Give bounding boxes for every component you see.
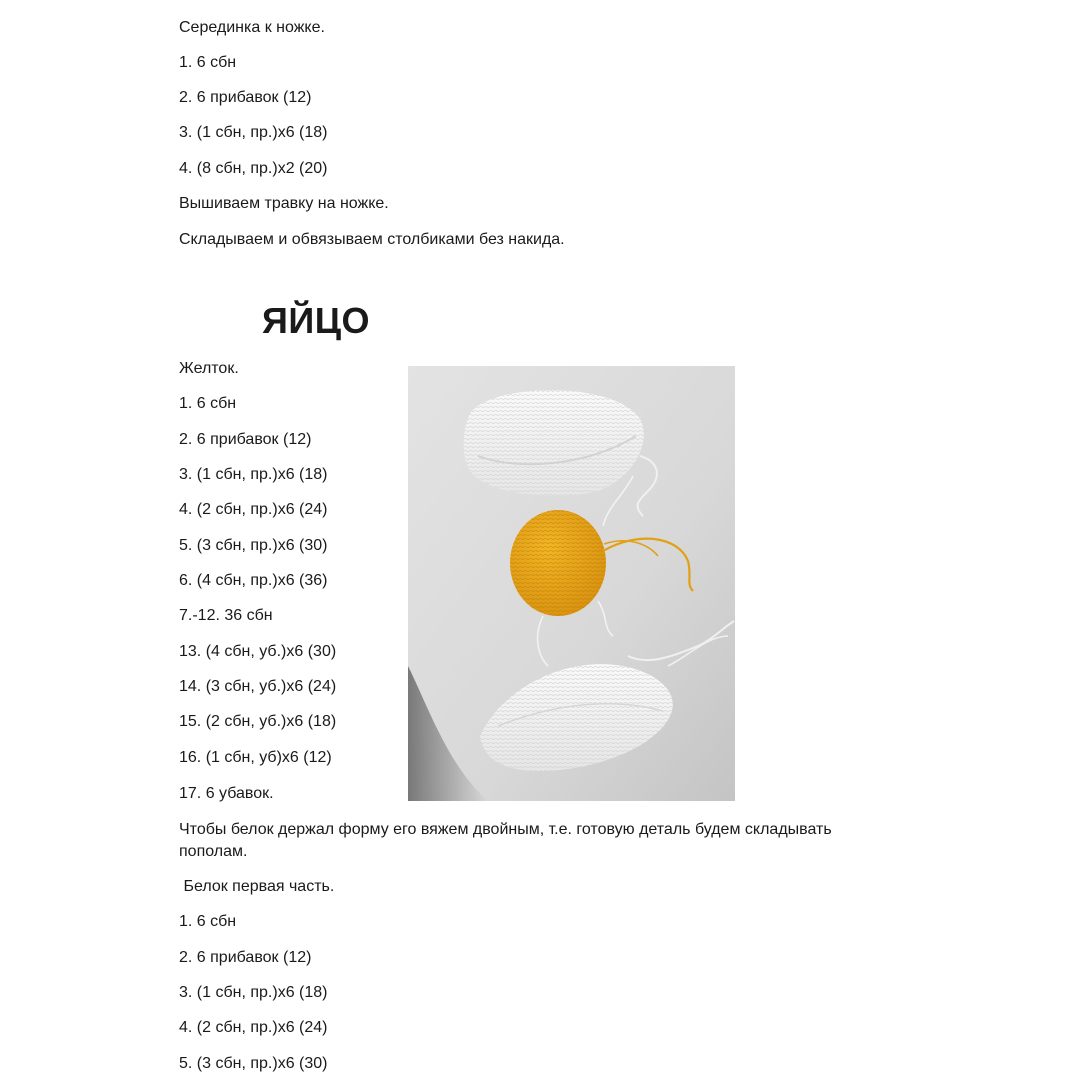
middle-row: 3. (1 сбн, пр.)х6 (18)	[179, 124, 328, 141]
middle-note: Складываем и обвязываем столбиками без накида.	[179, 231, 565, 248]
white-row: 1. 6 сбн	[179, 913, 237, 930]
white-row: 2. 6 прибавок (12)	[179, 949, 312, 966]
yolk-row: 16. (1 сбн, уб)х6 (12)	[179, 749, 332, 766]
yolk-heading: Желток.	[179, 360, 239, 377]
yolk-row: 1. 6 сбн	[179, 395, 237, 412]
egg-white-top-piece	[464, 390, 644, 496]
middle-note: Вышиваем травку на ножке.	[179, 195, 389, 212]
yolk-row: 14. (3 сбн, уб.)х6 (24)	[179, 678, 337, 695]
yolk-row: 17. 6 убавок.	[179, 785, 274, 802]
white-row: 5. (3 сбн, пр.)х6 (30)	[179, 1055, 328, 1072]
middle-row: 4. (8 сбн, пр.)х2 (20)	[179, 160, 328, 177]
middle-heading: Серединка к ножке.	[179, 19, 325, 36]
section-title: ЯЙЦО	[262, 300, 371, 341]
egg-white-note: Чтобы белок держал форму его вяжем двойным, т.е. готовую деталь будем складывать пополам.	[179, 821, 832, 860]
white-row: 3. (1 сбн, пр.)х6 (18)	[179, 984, 328, 1001]
yolk-row: 15. (2 сбн, уб.)х6 (18)	[179, 713, 337, 730]
middle-row: 2. 6 прибавок (12)	[179, 89, 312, 106]
middle-row: 1. 6 сбн	[179, 54, 237, 71]
yolk-row: 6. (4 сбн, пр.)х6 (36)	[179, 572, 328, 589]
white-row: 4. (2 сбн, пр.)х6 (24)	[179, 1019, 328, 1036]
white-heading: Белок первая часть.	[179, 878, 335, 895]
yolk-row: 4. (2 сбн, пр.)х6 (24)	[179, 501, 328, 518]
yolk-ball	[510, 510, 606, 616]
yolk-row: 13. (4 сбн, уб.)х6 (30)	[179, 643, 337, 660]
yolk-row: 3. (1 сбн, пр.)х6 (18)	[179, 466, 328, 483]
yolk-row: 5. (3 сбн, пр.)х6 (30)	[179, 537, 328, 554]
yolk-row: 7.-12. 36 сбн	[179, 607, 273, 624]
yolk-row: 2. 6 прибавок (12)	[179, 431, 312, 448]
crochet-photo	[408, 366, 735, 801]
